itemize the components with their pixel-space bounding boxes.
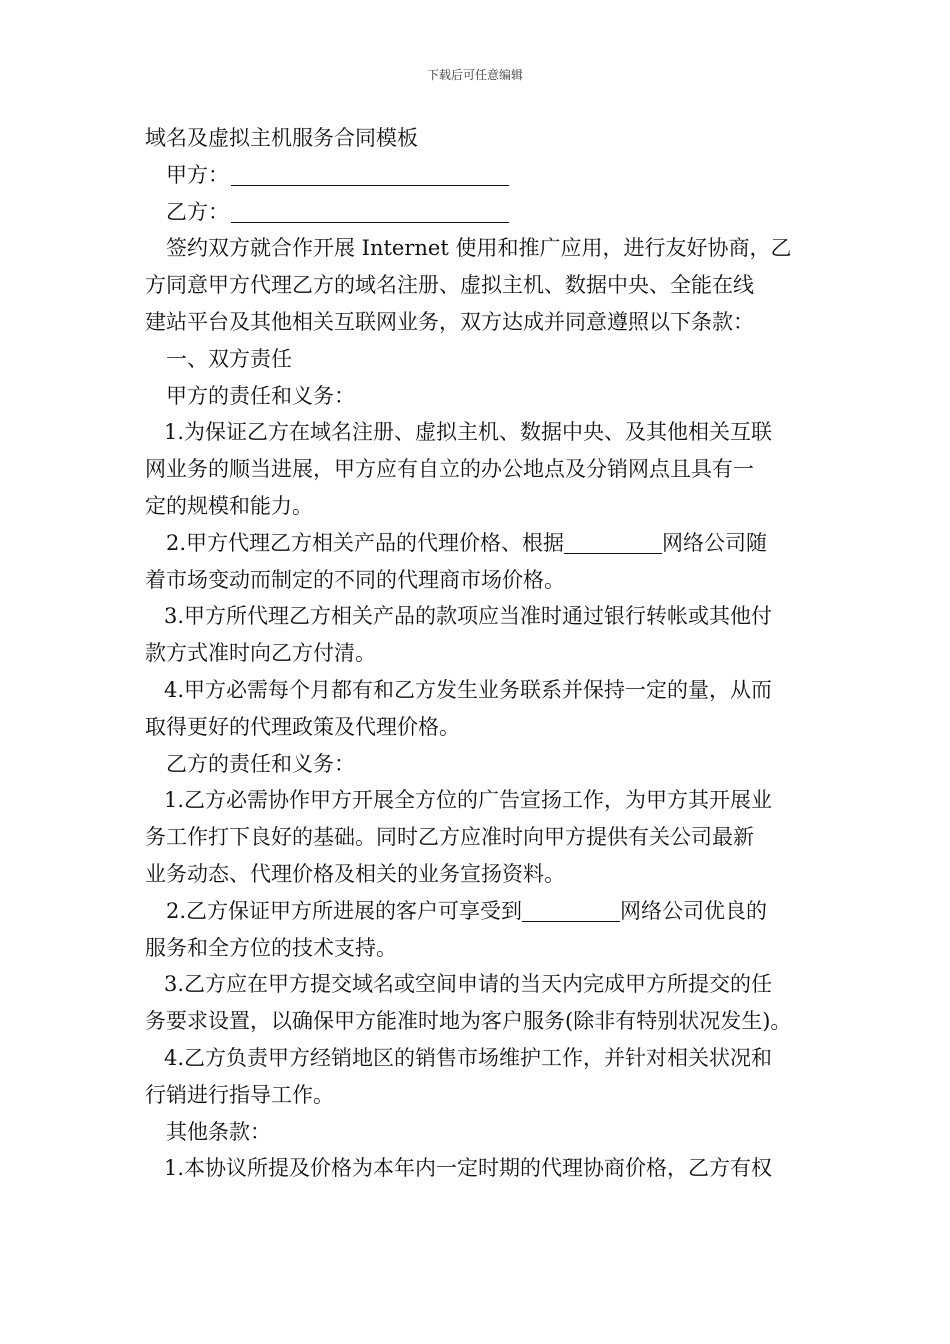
b1-line-2: 务工作打下良好的基础。同时乙方应准时向甲方提供有关公司最新 xyxy=(145,825,754,850)
header-note: 下载后可任意编辑 xyxy=(426,68,523,82)
party-a-blank[interactable] xyxy=(231,161,509,186)
b3-line-1: 3.乙方应在甲方提交域名或空间申请的当天内完成甲方所提交的任 xyxy=(164,972,773,997)
party-a-duties-heading: 甲方的责任和义务： xyxy=(166,383,355,408)
contract-document xyxy=(145,120,810,1187)
b4-line-1: 4.乙方负责甲方经销地区的销售市场维护工作，并针对相关状况和 xyxy=(164,1045,773,1070)
b1-line-3: 业务动态、代理价格及相关的业务宣扬资料。 xyxy=(145,861,565,886)
b2-line-1 xyxy=(145,893,810,930)
a2-text-pre: 2.甲方代理乙方相关产品的代理价格、根据 xyxy=(166,530,565,555)
party-b-duties-heading: 乙方的责任和义务： xyxy=(166,751,355,776)
document-title: 域名及虚拟主机服务合同模板 xyxy=(145,126,418,150)
party-b-blank[interactable] xyxy=(231,198,509,223)
b2-text-pre: 2.乙方保证甲方所进展的客户可享受到 xyxy=(166,898,523,923)
a3-line-1: 3.甲方所代理乙方相关产品的款项应当准时通过银行转帐或其他付 xyxy=(164,604,773,629)
section-heading: 一、双方责任 xyxy=(166,346,292,371)
intro-line-2: 方同意甲方代理乙方的域名注册、虚拟主机、数据中央、全能在线 xyxy=(145,273,754,298)
a4-line-2: 取得更好的代理政策及代理价格。 xyxy=(145,714,460,739)
party-a-line xyxy=(145,157,810,194)
intro-line-1: 签约双方就合作开展 Internet 使用和推广应用，进行友好协商，乙 xyxy=(166,236,792,261)
a3-line-2: 款方式准时向乙方付清。 xyxy=(145,641,376,666)
party-b-label: 乙方： xyxy=(166,199,229,224)
b2-text-post: 网络公司优良的 xyxy=(620,898,768,923)
a1-line-3: 定的规模和能力。 xyxy=(145,493,313,518)
a1-line-1: 1.为保证乙方在域名注册、虚拟主机、数据中央、及其他相关互联 xyxy=(164,420,773,445)
party-a-label: 甲方： xyxy=(166,162,229,187)
other-terms-heading: 其他条款： xyxy=(166,1119,271,1144)
a2-company-blank[interactable] xyxy=(564,529,662,554)
party-b-line xyxy=(145,194,810,231)
b3-line-2: 务要求设置，以确保甲方能准时地为客户服务(除非有特别状况发生)。 xyxy=(145,1009,792,1034)
a2-line-1 xyxy=(145,525,810,562)
b4-line-2: 行销进行指导工作。 xyxy=(145,1082,334,1107)
b2-line-2: 服务和全方位的技术支持。 xyxy=(145,935,397,960)
a2-line-2: 着市场变动而制定的不同的代理商市场价格。 xyxy=(145,567,565,592)
intro-line-3: 建站平台及其他相关互联网业务，双方达成并同意遵照以下条款： xyxy=(145,309,754,334)
a2-text-post: 网络公司随 xyxy=(662,530,768,555)
a1-line-2: 网业务的顺当进展，甲方应有自立的办公地点及分销网点且具有一 xyxy=(145,457,754,482)
a4-line-1: 4.甲方必需每个月都有和乙方发生业务联系并保持一定的量，从而 xyxy=(164,677,773,702)
o1-line-1: 1.本协议所提及价格为本年内一定时期的代理协商价格，乙方有权 xyxy=(164,1156,773,1181)
b1-line-1: 1.乙方必需协作甲方开展全方位的广告宣扬工作，为甲方其开展业 xyxy=(164,788,773,813)
b2-company-blank[interactable] xyxy=(522,897,620,922)
